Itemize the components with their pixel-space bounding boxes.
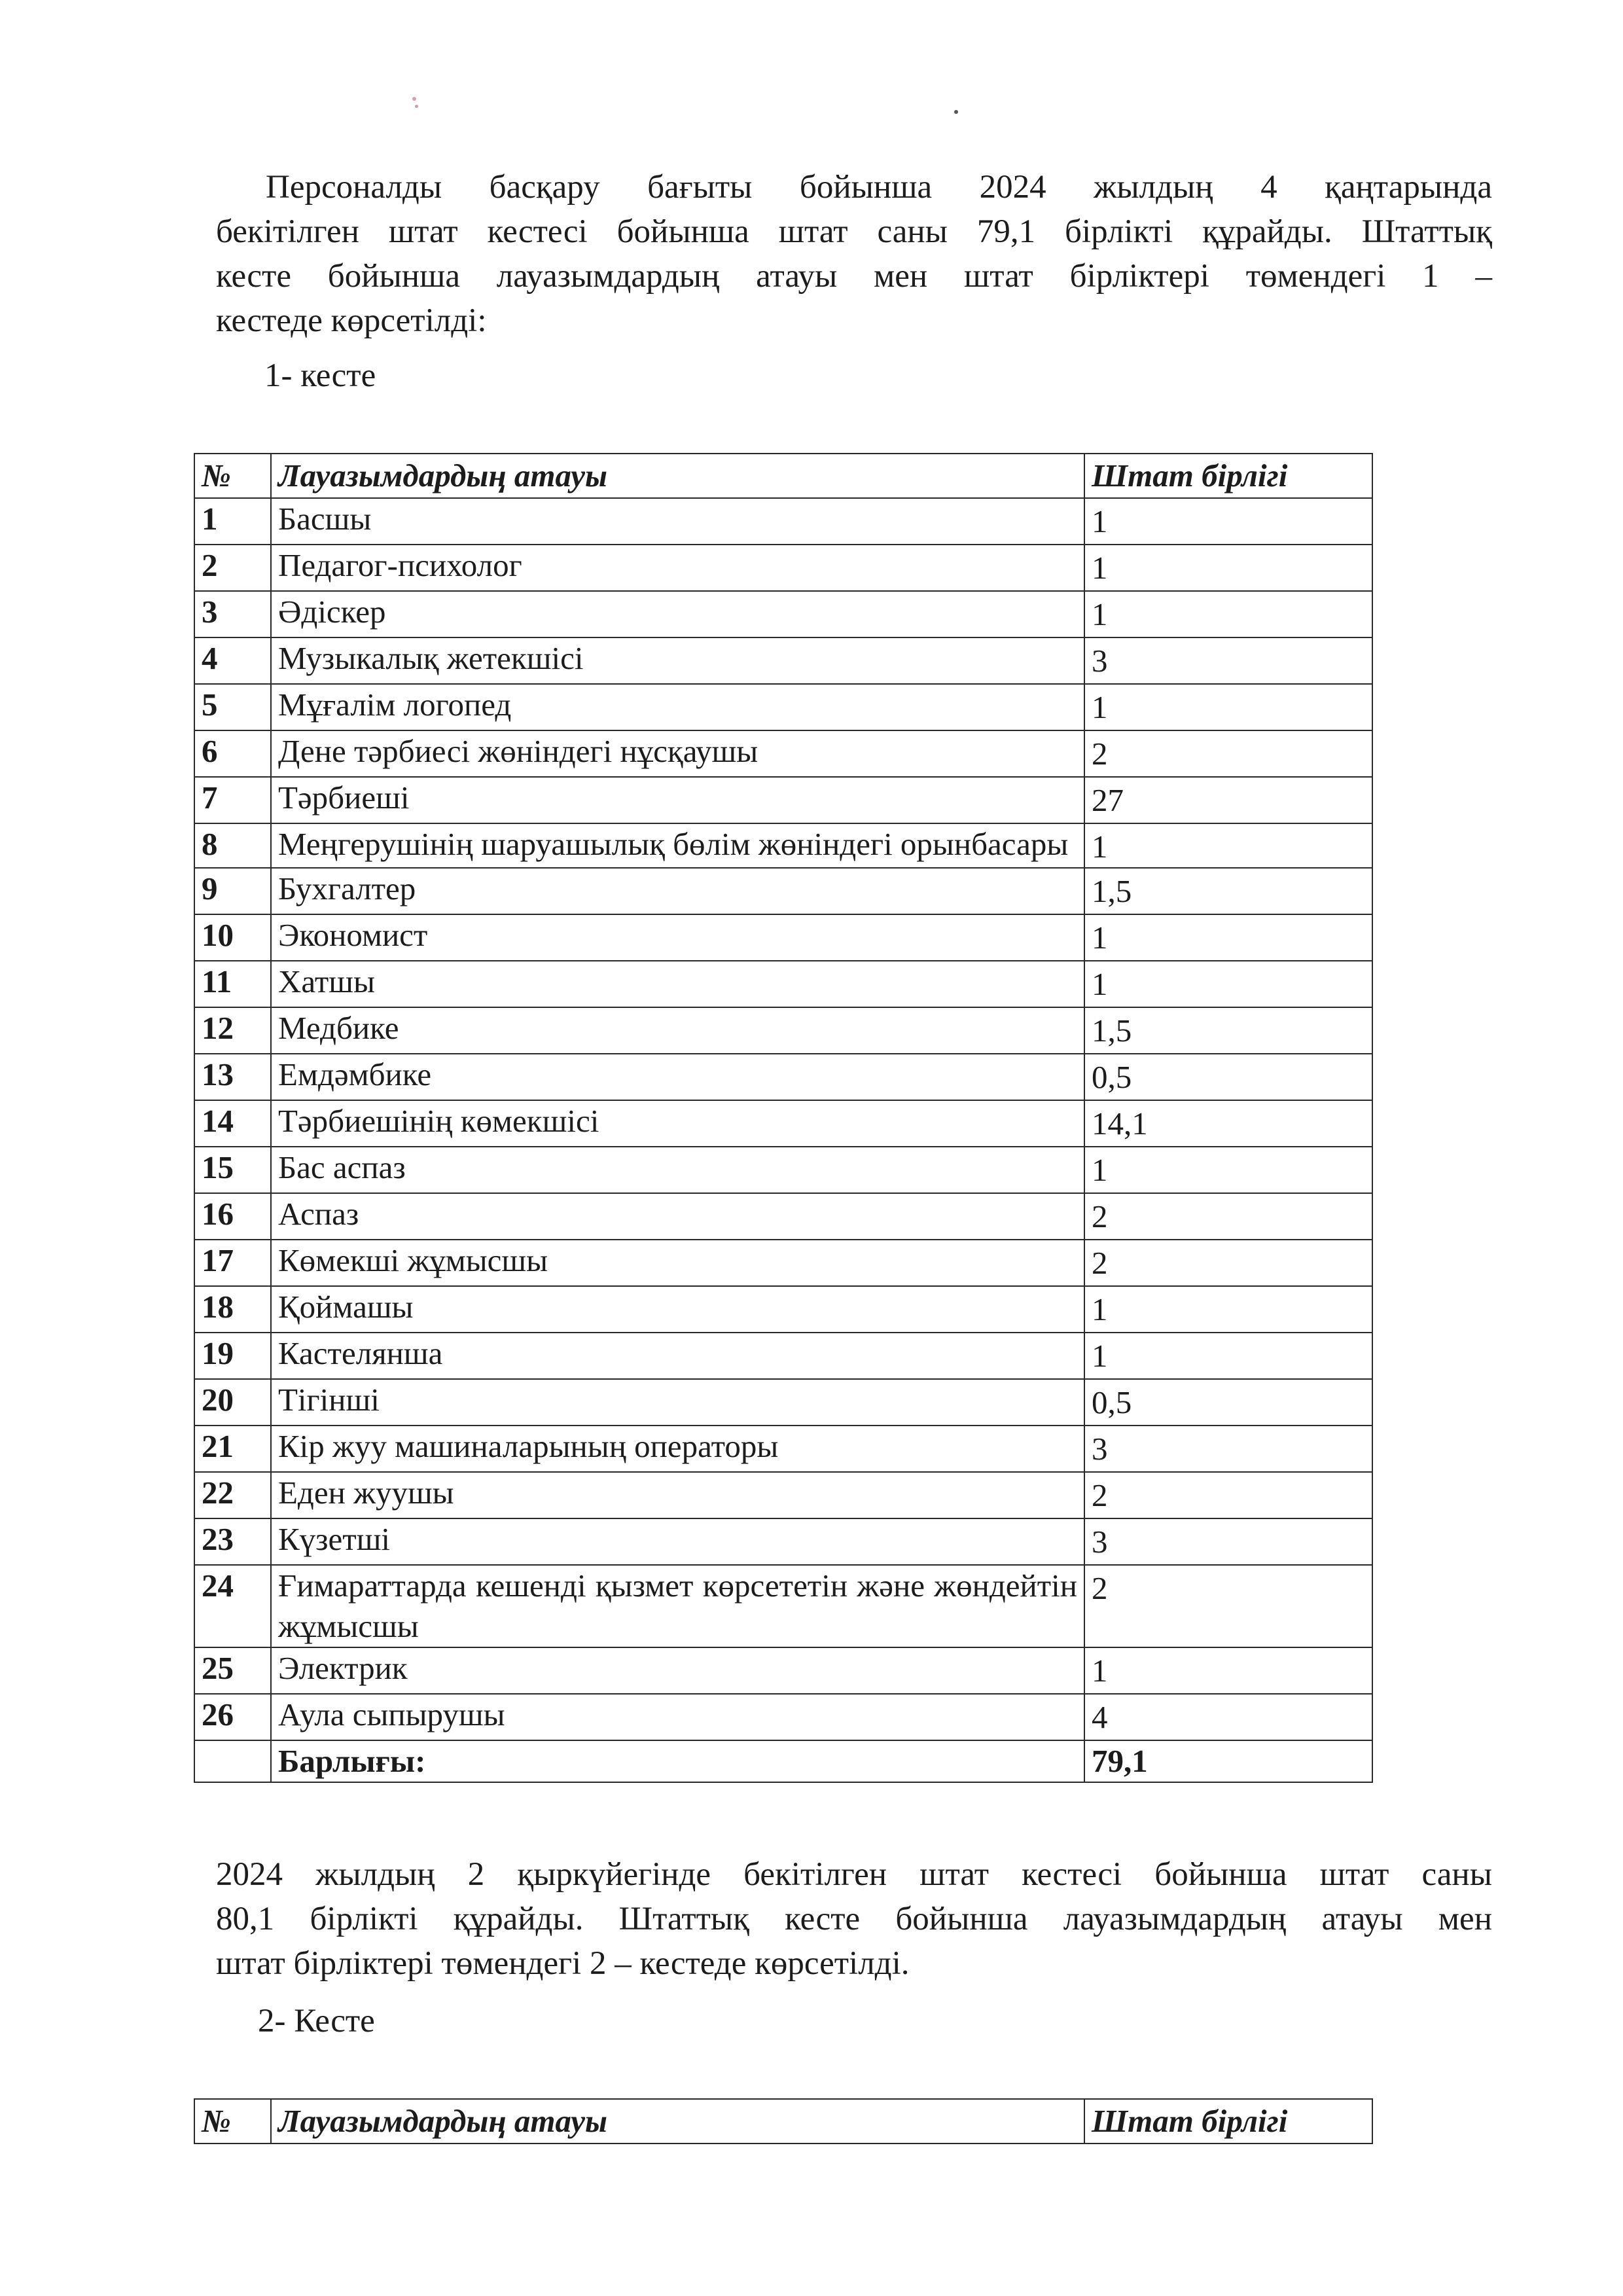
column-header-units: Штат бірлігі (1084, 454, 1372, 498)
table-row (194, 823, 1372, 868)
row-number: 23 (194, 1518, 271, 1565)
paragraph-line: 2024 жылдың 2 қыркүйегінде бекітілген штат кестесі бойынша штат саны (216, 1856, 1492, 1893)
table-row (194, 914, 1372, 961)
paragraph-line: кестеде көрсетілді: (216, 302, 487, 339)
column-header-num: № (194, 2099, 271, 2144)
row-staff-units: 0,5 (1084, 1054, 1372, 1100)
row-staff-units: 2 (1084, 730, 1372, 777)
row-position-name: Педагог-психолог (271, 545, 1084, 591)
row-number: 21 (194, 1426, 271, 1472)
row-number: 18 (194, 1286, 271, 1333)
paragraph-line: Персоналды басқару бағыты бойынша 2024 жылдың 4 қаңтарында (266, 169, 1492, 206)
intro-paragraph (216, 165, 1492, 343)
table-row (194, 1647, 1372, 1694)
row-number: 9 (194, 868, 271, 914)
row-staff-units: 1 (1084, 1147, 1372, 1193)
row-number: 26 (194, 1694, 271, 1740)
row-staff-units: 1 (1084, 961, 1372, 1007)
total-label: Барлығы: (271, 1740, 1084, 1782)
table-row (194, 1565, 1372, 1647)
table-total-row (194, 1740, 1372, 1782)
row-number: 11 (194, 961, 271, 1007)
column-header-name: Лауазымдардың атауы (271, 454, 1084, 498)
table-row (194, 1333, 1372, 1379)
row-number: 10 (194, 914, 271, 961)
row-position-name: Экономист (271, 914, 1084, 961)
table-row (194, 1240, 1372, 1286)
row-staff-units: 1 (1084, 1333, 1372, 1379)
table-row (194, 591, 1372, 637)
table-row (194, 730, 1372, 777)
row-number: 5 (194, 684, 271, 730)
row-staff-units: 4 (1084, 1694, 1372, 1740)
row-staff-units: 2 (1084, 1193, 1372, 1240)
row-position-name: Хатшы (271, 961, 1084, 1007)
row-staff-units: 1 (1084, 823, 1372, 868)
row-position-name: Кір жуу машиналарының операторы (271, 1426, 1084, 1472)
row-position-name: Тігінші (271, 1379, 1084, 1426)
table-row (194, 1100, 1372, 1147)
row-staff-units: 1 (1084, 914, 1372, 961)
table-row (194, 961, 1372, 1007)
row-position-name: Әдіскер (271, 591, 1084, 637)
table-row (194, 1007, 1372, 1054)
total-value: 79,1 (1084, 1740, 1372, 1782)
row-position-name: Еден жуушы (271, 1472, 1084, 1518)
row-position-name: Электрик (271, 1647, 1084, 1694)
table-row (194, 1193, 1372, 1240)
row-staff-units: 2 (1084, 1565, 1372, 1647)
row-number: 2 (194, 545, 271, 591)
row-staff-units: 1,5 (1084, 868, 1372, 914)
row-position-name: Меңгерушінің шаруашылық бөлім жөніндегі орынбасары (271, 823, 1084, 868)
row-position-name: Аспаз (271, 1193, 1084, 1240)
paragraph-line: 80,1 бірлікті құрайды. Штаттық кесте бойынша лауазымдардың атауы мен (216, 1901, 1492, 1937)
row-position-name: Басшы (271, 498, 1084, 545)
column-header-name: Лауазымдардың атауы (271, 2099, 1084, 2144)
column-header-units: Штат бірлігі (1084, 2099, 1372, 2144)
row-number: 24 (194, 1565, 271, 1647)
staff-table-1 (194, 453, 1373, 1783)
paragraph-line: штат бірліктері төмендегі 2 – кестеде көрсетілді. (216, 1945, 910, 1982)
table-row (194, 777, 1372, 823)
row-staff-units: 3 (1084, 1426, 1372, 1472)
row-number: 3 (194, 591, 271, 637)
row-position-name: Музыкалық жетекшісі (271, 637, 1084, 684)
table-row (194, 868, 1372, 914)
table-row (194, 637, 1372, 684)
row-position-name: Тәрбиешінің көмекшісі (271, 1100, 1084, 1147)
table-row (194, 1054, 1372, 1100)
row-position-name: Кастелянша (271, 1333, 1084, 1379)
table-row (194, 545, 1372, 591)
row-position-name: Тәрбиеші (271, 777, 1084, 823)
total-blank-cell (194, 1740, 271, 1782)
paragraph-line: кесте бойынша лауазымдардың атауы мен штат бірліктері төмендегі 1 – (216, 258, 1492, 295)
row-number: 22 (194, 1472, 271, 1518)
row-number: 13 (194, 1054, 271, 1100)
table-row (194, 1472, 1372, 1518)
row-number: 7 (194, 777, 271, 823)
table1-caption: 1- кесте (264, 357, 376, 394)
scan-speck (415, 105, 418, 108)
table-row (194, 1379, 1372, 1426)
table-header-row (194, 454, 1372, 498)
table2-caption: 2- Кесте (258, 2003, 375, 2039)
row-position-name: Қоймашы (271, 1286, 1084, 1333)
row-number: 12 (194, 1007, 271, 1054)
row-number: 20 (194, 1379, 271, 1426)
row-position-name: Бас аспаз (271, 1147, 1084, 1193)
table-header-row (194, 2099, 1372, 2144)
staff-table-2 (194, 2098, 1373, 2144)
table-row (194, 1147, 1372, 1193)
row-staff-units: 1 (1084, 591, 1372, 637)
table-row (194, 684, 1372, 730)
row-staff-units: 3 (1084, 1518, 1372, 1565)
row-staff-units: 2 (1084, 1472, 1372, 1518)
row-position-name: Мұғалім логопед (271, 684, 1084, 730)
row-number: 19 (194, 1333, 271, 1379)
row-number: 25 (194, 1647, 271, 1694)
row-position-name: Медбике (271, 1007, 1084, 1054)
row-staff-units: 1 (1084, 1647, 1372, 1694)
table-row (194, 1694, 1372, 1740)
row-position-name: Емдәмбике (271, 1054, 1084, 1100)
row-position-name: Ғимараттарда кешенді қызмет көрсететін және жөндейтін жұмысшы (271, 1565, 1084, 1647)
row-position-name: Күзетші (271, 1518, 1084, 1565)
row-number: 8 (194, 823, 271, 868)
row-number: 16 (194, 1193, 271, 1240)
second-paragraph (216, 1852, 1492, 1986)
row-number: 14 (194, 1100, 271, 1147)
row-staff-units: 2 (1084, 1240, 1372, 1286)
row-staff-units: 1 (1084, 684, 1372, 730)
row-staff-units: 1,5 (1084, 1007, 1372, 1054)
row-position-name: Дене тәрбиесі жөніндегі нұсқаушы (271, 730, 1084, 777)
row-number: 6 (194, 730, 271, 777)
row-number: 17 (194, 1240, 271, 1286)
row-number: 15 (194, 1147, 271, 1193)
scan-speck (954, 110, 958, 114)
row-number: 1 (194, 498, 271, 545)
table-row (194, 498, 1372, 545)
scan-speck (412, 97, 416, 101)
row-number: 4 (194, 637, 271, 684)
row-staff-units: 0,5 (1084, 1379, 1372, 1426)
row-staff-units: 14,1 (1084, 1100, 1372, 1147)
row-position-name: Көмекші жұмысшы (271, 1240, 1084, 1286)
paragraph-line: бекітілген штат кестесі бойынша штат саны 79,1 бірлікті құрайды. Штаттық (216, 213, 1492, 250)
table-row (194, 1518, 1372, 1565)
row-position-name: Аула сыпырушы (271, 1694, 1084, 1740)
table-row (194, 1286, 1372, 1333)
table-row (194, 1426, 1372, 1472)
row-staff-units: 1 (1084, 1286, 1372, 1333)
row-staff-units: 3 (1084, 637, 1372, 684)
row-staff-units: 1 (1084, 545, 1372, 591)
column-header-num: № (194, 454, 271, 498)
row-staff-units: 1 (1084, 498, 1372, 545)
row-staff-units: 27 (1084, 777, 1372, 823)
row-position-name: Бухгалтер (271, 868, 1084, 914)
